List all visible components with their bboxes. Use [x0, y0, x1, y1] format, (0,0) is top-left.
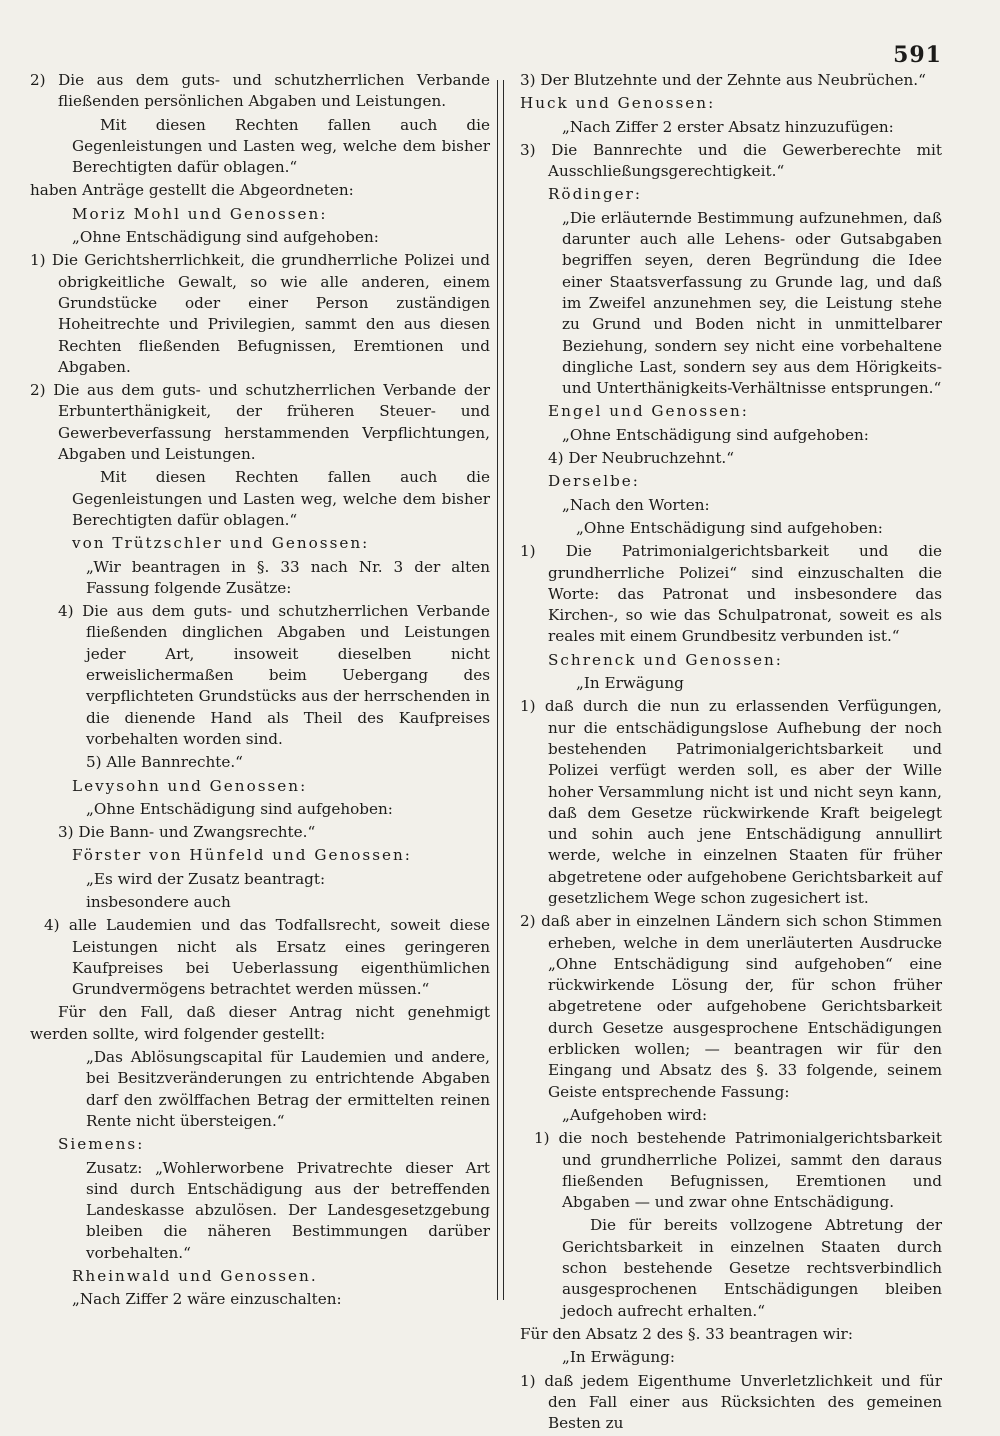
paragraph: insbesondere auch [86, 892, 231, 911]
paragraph: „Nach den Worten: [562, 495, 710, 514]
proposer-name: Moriz Mohl und Genossen: [72, 204, 328, 223]
paragraph: „In Erwägung [576, 674, 684, 693]
paragraph: Zusatz: „Wohlerworbene Privatrechte dieser Art sind durch Entschädigung aus der betreffenden Landeskasse abzulösen. Der Landesgesetzgebung bleiben die näheren Bestimmungen darüber vorbehalten.“ [86, 1158, 490, 1262]
proposer-name: Siemens: [58, 1135, 145, 1154]
paragraph: „Die erläuternde Bestimmung aufzunehmen, daß darunter auch alle Lehens- oder Gutsabgaben begriffen seyen, deren Begründung die Idee einer Staatsverfassung zu Grunde lag, und daß im Zweifel anzunehmen sey, die Leistung stehe zu Grund und Boden nicht in unmittelbarer Beziehung, sondern sey nicht eine vorbehaltene dingliche Last, sondern sey aus dem Hörigkeits- und Unterthänigkeits-Verhältnisse entsprungen.“ [562, 208, 942, 398]
paragraph: 2) daß aber in einzelnen Ländern sich schon Stimmen erheben, welche in dem unerläuterten Ausdrucke „Ohne Entschädigung sind aufgehoben“ eine rückwirkende Lösung der, für schon früher abgetretene oder aufgehobene Gerichtsbarkeit durch Gesetze ausgesprochene Entschädigungen erblicken wollen; — beantragen wir für den Eingang und Absatz des §. 33 folgende, seinem Geiste entsprechende Fassung: [520, 912, 942, 1101]
paragraph: „Ohne Entschädigung sind aufgehoben: [562, 425, 869, 444]
paragraph: 5) Alle Bannrechte.“ [86, 753, 243, 772]
paragraph: „Nach Ziffer 2 wäre einzuschalten: [72, 1290, 342, 1309]
proposer-name: Schrenck und Genossen: [548, 650, 783, 669]
paragraph: Für den Absatz 2 des §. 33 beantragen wir: [520, 1324, 853, 1343]
paragraph: 1) daß durch die nun zu erlassenden Verfügungen, nur die entschädigungslose Aufhebung der noch bestehenden Patrimonialgerichtsbarkeit und Polizei verfügt werden soll, es aber der Wille hoher Versammlung nicht ist und nicht seyn kann, daß dem Gesetze rückwirkende Kraft beigelegt und sohin auch jene Entschädigung annullirt werde, welche in einzelnen Staaten für früher abgetretene oder aufgehobene Gerichtsbarkeit auf gesetzlichem Wege schon zugesichert ist. [520, 697, 942, 907]
paragraph: 4) alle Laudemien und das Todfallsrecht, soweit diese Leistungen nicht als Ersatz eines geringeren Kaufpreises bei Ueberlassung eigenthümlichen Grundvermögens betrachtet werden müssen.“ [44, 916, 490, 999]
paragraph: 3) Der Blutzehnte und der Zehnte aus Neubrüchen.“ [520, 71, 926, 89]
paragraph: Mit diesen Rechten fallen auch die Gegenleistungen und Lasten weg, welche dem bisher Berechtigten dafür oblagen.“ [72, 115, 490, 177]
proposer-name: Rheinwald und Genossen. [72, 1267, 318, 1286]
paragraph: haben Anträge gestellt die Abgeordneten: [30, 181, 354, 200]
paragraph: 1) Die Gerichtsherrlichkeit, die grundherrliche Polizei und obrigkeitliche Gewalt, so wie alle anderen, einem Grundstücke oder einer Person zuständigen Hoheitrechte und Privilegien, sammt den aus diesen Rechten fließenden Befugnissen, Eremtionen und Abgaben. [30, 251, 490, 376]
proposer-name: Förster von Hünfeld und Genossen: [72, 846, 412, 865]
paragraph: Die für bereits vollzogene Abtretung der Gerichtsbarkeit in einzelnen Staaten durch schon bestehende Gesetze rechtsverbindlich ausgesprochenen Entschädigungen bleiben jedoch aufrecht erhalten.“ [562, 1216, 942, 1320]
proposer-name: von Trützschler und Genossen: [72, 534, 370, 553]
paragraph: 1) die noch bestehende Patrimonialgerichtsbarkeit und grundherrliche Polizei, sammt den daraus fließenden Befugnissen, Eremtionen und Abgaben — und zwar ohne Entschädigung. [534, 1129, 942, 1212]
paragraph: Mit diesen Rechten fallen auch die Gegenleistungen und Lasten weg, welche dem bisher Berechtigten dafür oblagen.“ [72, 468, 490, 529]
paragraph: Für den Fall, daß dieser Antrag nicht genehmigt werden sollte, wird folgender gestellt: [30, 1003, 490, 1043]
left-column [30, 70, 490, 1313]
proposer-name: Engel und Genossen: [548, 402, 749, 421]
column-divider [497, 80, 504, 1300]
paragraph: 4) Der Neubruchzehnt.“ [548, 449, 735, 468]
paragraph: „Ohne Entschädigung sind aufgehoben: [576, 518, 883, 537]
paragraph: 2) Die aus dem guts- und schutzherrlichen Verbande der Erbunterthänigkeit, der früheren Steuer- und Gewerbeverfassung herstammenden Verpflichtungen, Abgaben und Leistungen. [30, 381, 490, 464]
paragraph: 1) daß jedem Eigenthume Unverletzlichkeit und für den Fall einer aus Rücksichten des gemeinen Besten zu [520, 1371, 942, 1433]
paragraph: „In Erwägung: [562, 1348, 676, 1367]
proposer-name: Levysohn und Genossen: [72, 776, 308, 795]
paragraph: „Das Ablösungscapital für Laudemien und andere, bei Besitzveränderungen zu entrichtende Abgaben darf den zwölffachen Betrag der ermittelten reinen Rente nicht übersteigen.“ [86, 1048, 490, 1130]
paragraph: 1) Die Patrimonialgerichtsbarkeit und die grundherrliche Polizei“ sind einzuschalten die Worte: das Patronat und insbesondere das Kirchen-, so wie das Schulpatronat, soweit es als reales mit einem Grundbesitz verbunden ist.“ [520, 542, 942, 646]
proposer-name: Derselbe: [548, 472, 640, 491]
paragraph: 3) Die Bannrechte und die Gewerberechte mit Ausschließungsgerechtigkeit.“ [520, 140, 942, 181]
proposer-name: Huck und Genossen: [520, 94, 716, 113]
paragraph: 4) Die aus dem guts- und schutzherrlichen Verbande fließenden dinglichen Abgaben und Leistungen jeder Art, insoweit dieselben nicht erweislichermaßen beim Uebergang des verpflichteten Grundstücks aus der herrschenden in die dienende Hand als Theil des Kaufpreises vorbehalten worden sind. [58, 602, 490, 748]
proposer-name: Rödinger: [548, 185, 643, 204]
paragraph: „Es wird der Zusatz beantragt: [86, 869, 326, 888]
paragraph: „Ohne Entschädigung sind aufgehoben: [72, 228, 379, 247]
paragraph: 2) Die aus dem guts- und schutzherrlichen Verbande fließenden persönlichen Abgaben und Leistungen. [30, 71, 490, 111]
paragraph: 3) Die Bann- und Zwangsrechte.“ [58, 823, 316, 842]
paragraph: „Ohne Entschädigung sind aufgehoben: [86, 799, 393, 818]
paragraph: „Nach Ziffer 2 erster Absatz hinzuzufügen: [562, 117, 894, 136]
right-column [520, 70, 942, 1436]
page-number: 591 [893, 42, 942, 68]
paragraph: „Aufgehoben wird: [562, 1105, 708, 1124]
paragraph: „Wir beantragen in §. 33 nach Nr. 3 der alten Fassung folgende Zusätze: [86, 557, 490, 597]
